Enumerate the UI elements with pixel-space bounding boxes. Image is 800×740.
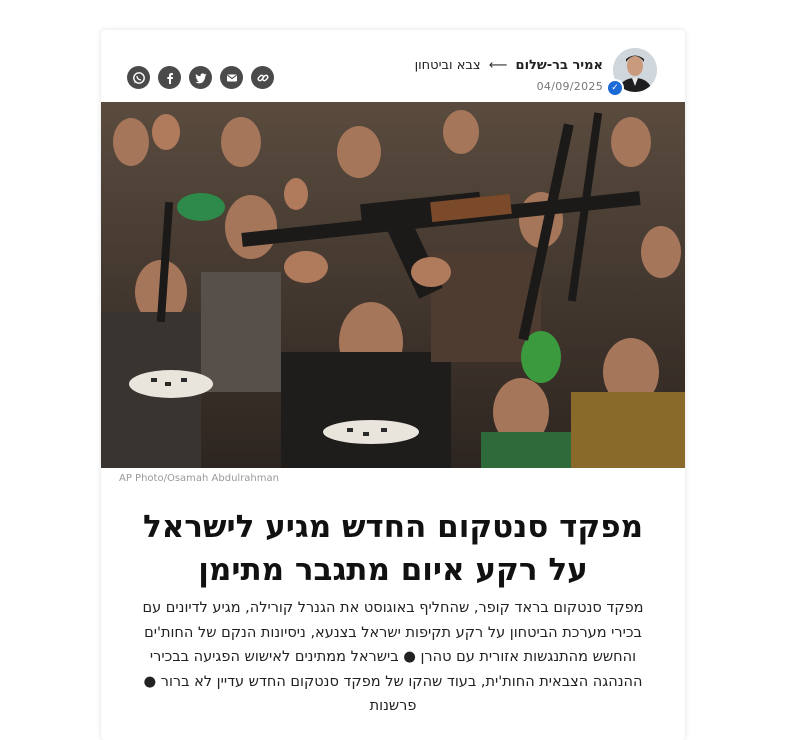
publish-date: 04/09/2025 — [536, 80, 603, 93]
email-icon[interactable] — [220, 66, 243, 89]
facebook-icon[interactable] — [158, 66, 181, 89]
author-name[interactable]: אמיר בר-שלום — [515, 58, 603, 73]
category-link[interactable]: צבא וביטחון — [414, 58, 481, 73]
whatsapp-icon[interactable] — [127, 66, 150, 89]
article-header — [101, 30, 685, 102]
article-summary: מפקד סנטקום בראד קופר, שהחליף באוגוסט את הגנרל קורילה, מגיע לדיונים עם בכירי מערכת הביטחון על רקע תקיפות ישראל בצנעא, ניסיונות הנקם של החות'ים והחשש מהתנגשות אזורית עם טהרן ● בישראל ממתינים לאישוש הפגיעה בבכירי ההנהגה הצבאית החות'ית, בעוד שהקו של מפקד סנטקום החדש עדיין לא ברור ● פרשנות — [142, 600, 644, 714]
verified-badge-icon: ✓ — [606, 79, 624, 97]
byline — [415, 58, 603, 73]
article-card — [101, 30, 685, 740]
link-icon[interactable] — [251, 66, 274, 89]
article-headline[interactable]: מפקד סנטקום החדש מגיע לישראל על רקע איום מתגבר מתימן — [142, 509, 644, 588]
arrow-left-icon: ⟵ — [488, 58, 508, 73]
photo-credit: AP Photo/Osamah Abdulrahman — [119, 473, 279, 484]
twitter-icon[interactable] — [189, 66, 212, 89]
share-bar — [127, 66, 274, 89]
article-photo[interactable] — [101, 102, 685, 468]
